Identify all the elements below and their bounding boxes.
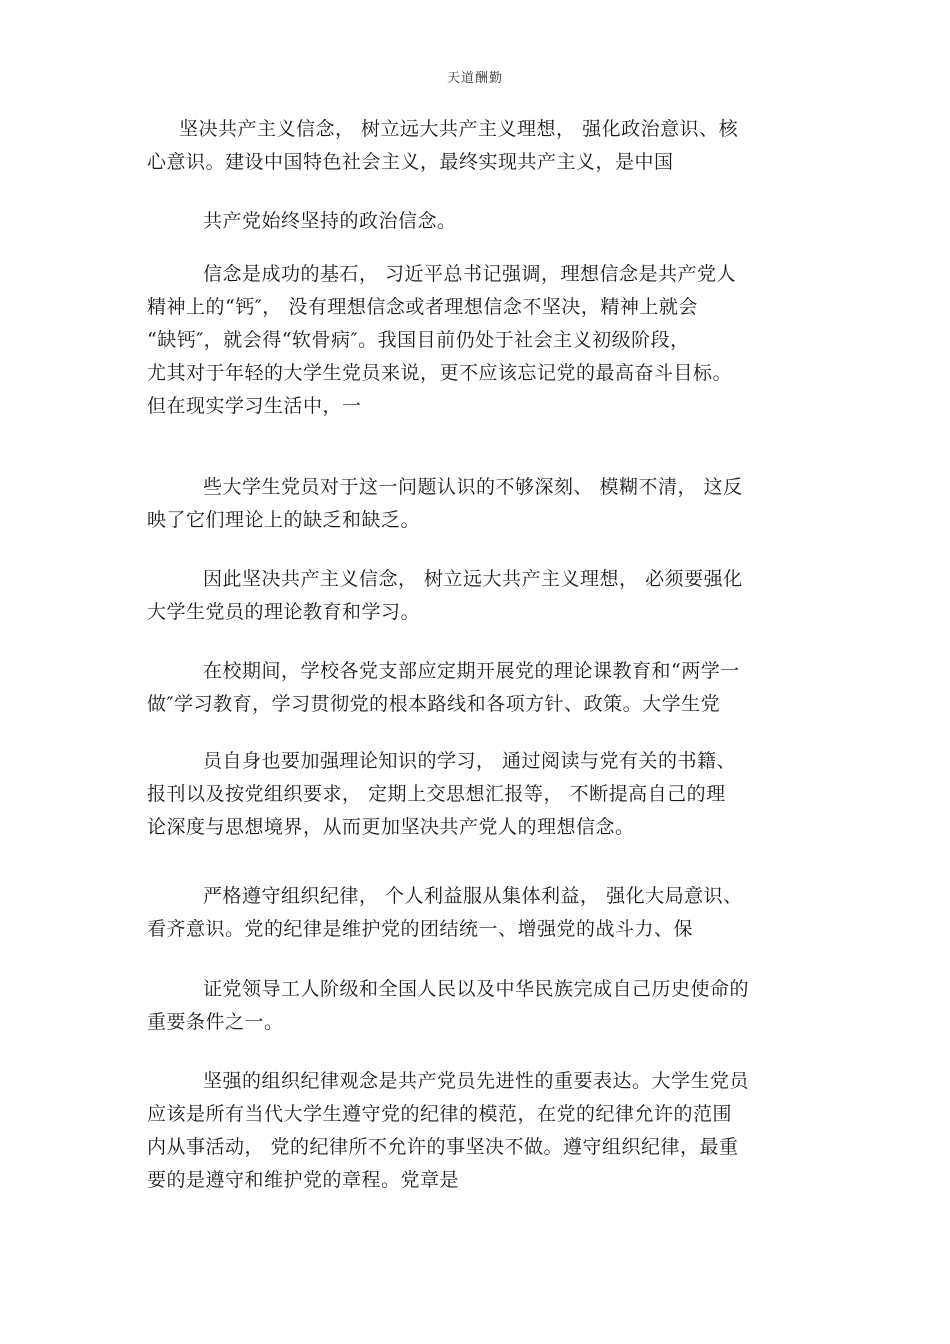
- text-line: 尤其对于年轻的大学生党员来说，更不应该忘记党的最高奋斗目标。: [147, 362, 733, 384]
- text-line: 要的是遵守和维护党的章程。党章是: [147, 1169, 460, 1191]
- text-line: 重要条件之一。: [147, 1011, 284, 1033]
- text-line: 信念是成功的基石， 习近平总书记强调，理想信念是共产党人: [203, 263, 737, 285]
- paragraph: [147, 258, 807, 423]
- text-line: 坚强的组织纪律观念是共产党员先进性的重要表达。大学生党员: [203, 1070, 750, 1092]
- paragraph: [147, 745, 807, 844]
- text-line: 大学生党员的理论教育和学习。: [147, 601, 421, 623]
- page-header: 天道酬勤: [446, 71, 503, 86]
- paragraph: [147, 205, 807, 238]
- text-line: 精神上的“钙″， 没有理想信念或者理想信念不坚决，精神上就会: [147, 296, 698, 318]
- text-line: 映了它们理论上的缺乏和缺乏。: [147, 509, 421, 531]
- paragraph: [147, 1065, 807, 1197]
- text-line: 但在现实学习生活中，一: [147, 395, 362, 417]
- text-line: 共产党始终坚持的政治信念。: [203, 210, 457, 232]
- text-line: 些大学生党员对于这一问题认识的不够深刻、 模糊不清， 这反: [203, 476, 743, 498]
- text-line: 在校期间，学校各党支部应定期开展党的理论课教育和“两学一: [203, 660, 740, 682]
- text-line: 心意识。建设中国特色社会主义，最终实现共产主义，是中国: [147, 151, 674, 173]
- paragraph: [147, 973, 807, 1039]
- paragraph: [147, 655, 807, 721]
- text-line: “缺钙″，就会得“软骨病″。我国目前仍处于社会主义初级阶段，: [147, 329, 690, 351]
- text-line: 报刊以及按党组织要求， 定期上交思想汇报等， 不断提高自己的理: [147, 783, 726, 805]
- text-line: 严格遵守组织纪律， 个人利益服从集体利益， 强化大局意识、: [203, 885, 743, 907]
- text-line: 因此坚决共产主义信念， 树立远大共产主义理想， 必须要强化: [203, 568, 743, 590]
- paragraph: [147, 563, 807, 629]
- text-line: 员自身也要加强理论知识的学习， 通过阅读与党有关的书籍、: [203, 750, 737, 772]
- paragraph: [147, 880, 807, 946]
- text-line: 应该是所有当代大学生遵守党的纪律的模范，在党的纪律允许的范围: [147, 1103, 733, 1125]
- paragraph: [147, 471, 807, 537]
- text-line: 内从事活动， 党的纪律所不允许的事坚决不做。遵守组织纪律，最重: [147, 1136, 739, 1158]
- paragraph: [147, 113, 807, 179]
- text-line: 坚决共产主义信念， 树立远大共产主义理想， 强化政治意识、核: [179, 118, 739, 140]
- text-line: 论深度与思想境界，从而更加坚决共产党人的理想信念。: [147, 816, 635, 838]
- text-line: 看齐意识。党的纪律是维护党的团结统一、增强党的战斗力、保: [147, 918, 694, 940]
- text-line: 做″学习教育，学习贯彻党的根本路线和各项方针、政策。大学生党: [147, 693, 721, 715]
- text-line: 证党领导工人阶级和全国人民以及中华民族完成自己历史使命的: [203, 978, 750, 1000]
